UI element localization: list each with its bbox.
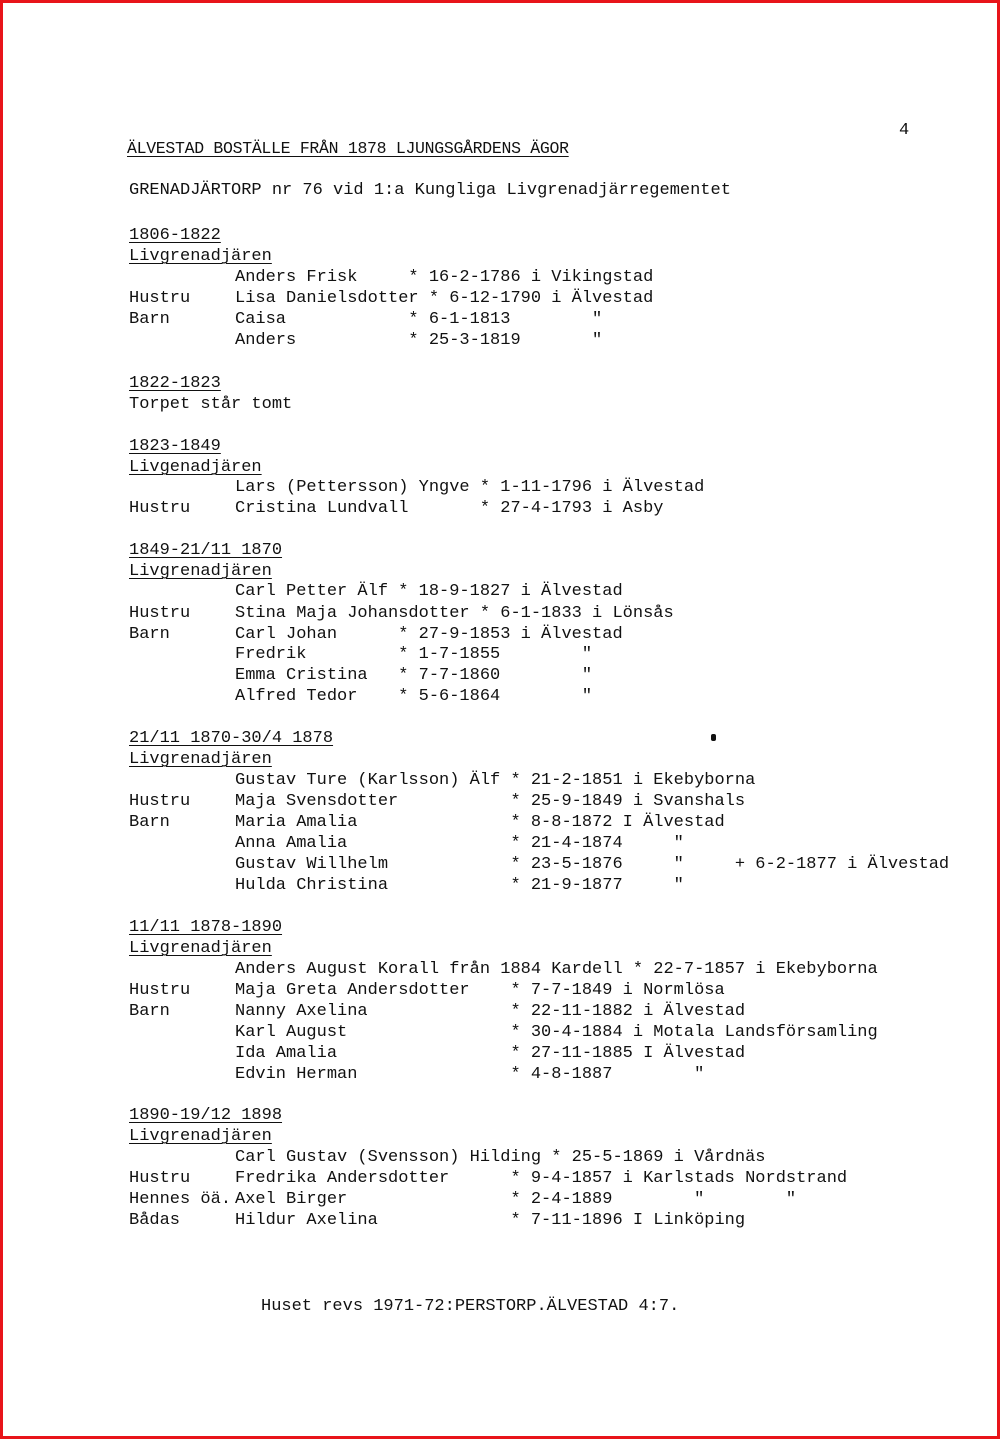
section-heading: Livgenadjären: [129, 458, 262, 477]
scan-speck: [711, 734, 716, 741]
entry-role: Hustru: [129, 1169, 191, 1188]
entry-text: Carl Petter Älf * 18-9-1827 i Älvestad: [235, 582, 623, 601]
section-period: 1823-1849: [129, 437, 221, 456]
entry-role: Barn: [129, 625, 170, 644]
entry-text: Anders Frisk * 16-2-1786 i Vikingstad: [235, 268, 654, 287]
entry-text: Cristina Lundvall * 27-4-1793 i Asby: [235, 499, 664, 518]
entry-role: Barn: [129, 813, 170, 832]
page-number: 4: [899, 121, 910, 140]
entry-role: Hustru: [129, 499, 191, 518]
entry-text: Maja Svensdotter * 25-9-1849 i Svanshals: [235, 792, 746, 811]
entry-role: Barn: [129, 310, 170, 329]
document-subtitle: GRENADJÄRTORP nr 76 vid 1:a Kungliga Livgrenadjärregementet: [129, 181, 731, 200]
section-heading: Livgrenadjären: [129, 939, 272, 958]
entry-text: Maja Greta Andersdotter * 7-7-1849 i Normlösa: [235, 981, 725, 1000]
section-period: 1849-21/11 1870: [129, 541, 283, 560]
section-period: 1890-19/12 1898: [129, 1106, 283, 1125]
entry-text: Anna Amalia * 21-4-1874 ": [235, 834, 684, 853]
entry-text: Hulda Christina * 21-9-1877 ": [235, 876, 684, 895]
entry-text: Axel Birger * 2-4-1889 " ": [235, 1190, 797, 1209]
entry-text: Nanny Axelina * 22-11-1882 i Älvestad: [235, 1002, 746, 1021]
section-heading: Livgrenadjären: [129, 562, 272, 581]
entry-text: Gustav Willhelm * 23-5-1876 " + 6-2-1877 i Älvestad: [235, 855, 950, 874]
section-period: 1806-1822: [129, 226, 221, 245]
document-title: ÄLVESTAD BOSTÄLLE FRÅN 1878 LJUNGSGÅRDENS ÄGOR: [127, 139, 569, 158]
entry-text: Ida Amalia * 27-11-1885 I Älvestad: [235, 1044, 746, 1063]
entry-role: Hustru: [129, 289, 191, 308]
section-heading: Livgrenadjären: [129, 247, 272, 266]
entry-text: Fredrika Andersdotter * 9-4-1857 i Karlstads Nordstrand: [235, 1169, 848, 1188]
entry-text: Edvin Herman * 4-8-1887 ": [235, 1065, 705, 1084]
entry-text: Maria Amalia * 8-8-1872 I Älvestad: [235, 813, 725, 832]
entry-text: Emma Cristina * 7-7-1860 ": [235, 666, 593, 685]
entry-role: Bådas: [129, 1211, 181, 1230]
entry-text: Lisa Danielsdotter * 6-12-1790 i Älvestad: [235, 289, 654, 308]
section-period: 21/11 1870-30/4 1878: [129, 729, 334, 748]
section-heading: Livgrenadjären: [129, 750, 272, 769]
section-heading: Livgrenadjären: [129, 1127, 272, 1146]
entry-text: Gustav Ture (Karlsson) Älf * 21-2-1851 i Ekebyborna: [235, 771, 756, 790]
entry-text: Anders August Korall från 1884 Kardell * 22-7-1857 i Ekebyborna: [235, 960, 878, 979]
entry-text: Carl Johan * 27-9-1853 i Älvestad: [235, 625, 623, 644]
entry-text: Stina Maja Johansdotter * 6-1-1833 i Lönsås: [235, 604, 674, 623]
entry-text: Carl Gustav (Svensson) Hilding * 25-5-1869 i Vårdnäs: [235, 1148, 766, 1167]
section-heading: Torpet står tomt: [129, 395, 293, 414]
entry-text: Fredrik * 1-7-1855 ": [235, 645, 593, 664]
entry-text: Lars (Pettersson) Yngve * 1-11-1796 i Älvestad: [235, 478, 705, 497]
entry-role: Hustru: [129, 792, 191, 811]
section-period: 11/11 1878-1890: [129, 918, 283, 937]
entry-role: Hustru: [129, 604, 191, 623]
entry-text: Karl August * 30-4-1884 i Motala Landsförsamling: [235, 1023, 878, 1042]
entry-text: Anders * 25-3-1819 ": [235, 331, 603, 350]
entry-text: Alfred Tedor * 5-6-1864 ": [235, 687, 593, 706]
entry-role: Barn: [129, 1002, 170, 1021]
entry-text: Hildur Axelina * 7-11-1896 I Linköping: [235, 1211, 746, 1230]
document-footer: Huset revs 1971-72:PERSTORP.ÄLVESTAD 4:7.: [261, 1297, 680, 1316]
entry-role: Hennes öä.: [129, 1190, 232, 1209]
section-period: 1822-1823: [129, 374, 221, 393]
entry-role: Hustru: [129, 981, 191, 1000]
entry-text: Caisa * 6-1-1813 ": [235, 310, 603, 329]
